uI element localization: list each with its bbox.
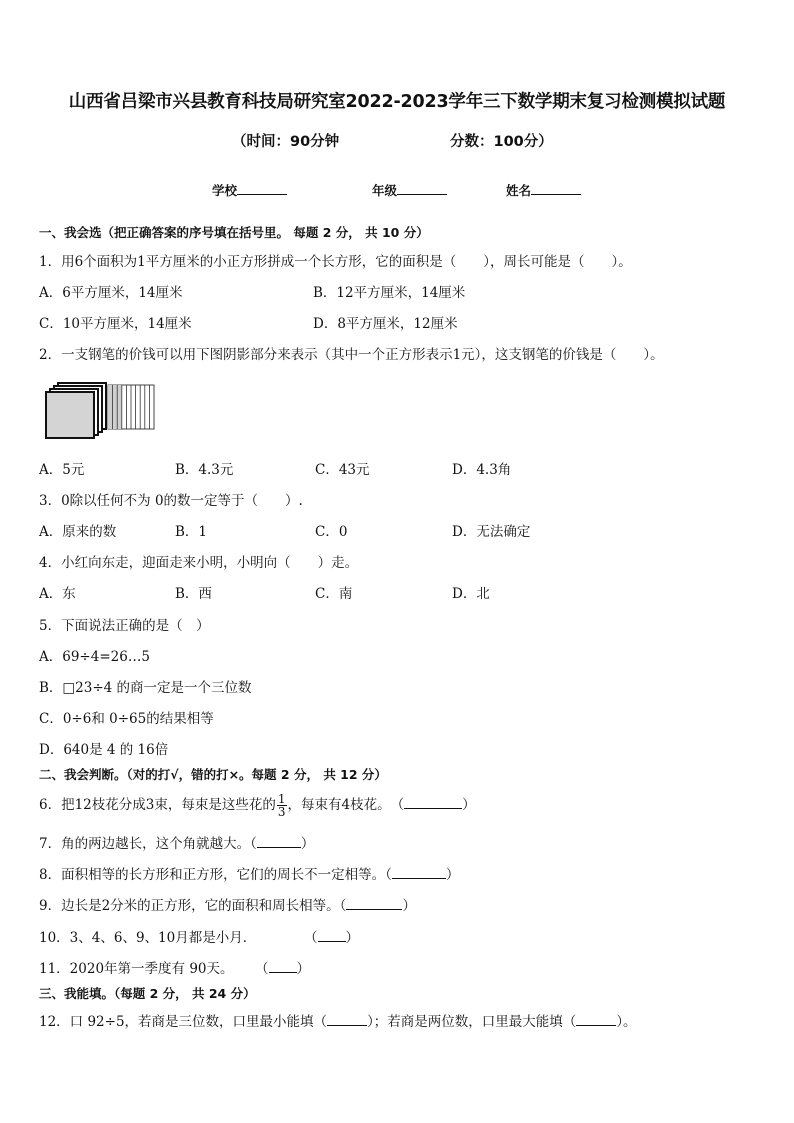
q4-option-a: A．东 xyxy=(39,586,76,602)
question-9 xyxy=(39,894,416,914)
q11-close: ） xyxy=(296,961,310,977)
q5-option-a: A．69÷4=26…5 xyxy=(39,649,150,665)
q12-text-a: 12．口 92÷5，若商是三位数，口里最小能填（ xyxy=(39,1014,328,1030)
q10-close: ） xyxy=(345,930,359,946)
q10-text: 10．3、4、6、9、10月都是小月． xyxy=(39,930,257,946)
q3-option-b: B．1 xyxy=(175,524,208,540)
q4-option-b: B．西 xyxy=(175,586,212,602)
q2-option-a: A．5元 xyxy=(39,462,85,478)
q12-text-b: ）；若商是两位数，口里最大能填（ xyxy=(367,1014,577,1030)
page-title: 山西省吕梁市兴县教育科技局研究室2022-2023学年三下数学期末复习检测模拟试题 xyxy=(68,92,726,112)
tenths-strip xyxy=(108,385,154,429)
question-5: 5．下面说法正确的是（ ） xyxy=(39,618,210,634)
q2-option-c: C．43元 xyxy=(315,462,370,478)
question-8 xyxy=(39,863,459,883)
q5-option-b: B．□23÷4 的商一定是一个三位数 xyxy=(39,680,252,696)
shaded-square-1 xyxy=(46,392,94,438)
grade-label: 年级 xyxy=(372,183,398,198)
question-2: 2．一支钢笔的价钱可以用下图阴影部分来表示（其中一个正方形表示1元），这支钢笔的价钱是（ ）。 xyxy=(39,347,664,363)
q6-close: ） xyxy=(462,797,476,813)
name-blank[interactable] xyxy=(531,182,581,195)
q1-option-b: B．12平方厘米，14厘米 xyxy=(313,285,466,301)
total-score: 分数：100分） xyxy=(450,134,553,150)
q4-option-d: D．北 xyxy=(452,586,490,602)
question-4: 4．小红向东走，迎面走来小明，小明向（ ）走。 xyxy=(39,555,359,571)
q6-text-start: 6．把12枝花分成3束，每束是这些花的 xyxy=(39,797,276,813)
q1-option-d: D．8平方厘米，12厘米 xyxy=(313,316,458,332)
question-11 xyxy=(39,957,234,977)
q12-text-c: ）。 xyxy=(616,1014,637,1030)
question-3: 3．0除以任何不为 0的数一定等于（ ）. xyxy=(39,493,303,509)
q12-blank-max[interactable] xyxy=(576,1013,616,1026)
q8-text: 8．面积相等的长方形和正方形，它们的周长不一定相等。（ xyxy=(39,867,392,883)
q2-option-d: D．4.3角 xyxy=(452,462,512,478)
q1-option-a: A．6平方厘米，14厘米 xyxy=(39,285,183,301)
q6-answer-blank[interactable] xyxy=(404,796,462,809)
question-12 xyxy=(39,1010,637,1030)
q5-option-d: D．640是 4 的 16倍 xyxy=(39,742,169,758)
shaded-squares-figure xyxy=(44,382,158,440)
question-6 xyxy=(39,793,476,818)
q6-text-end: ，每束有4枝花。 （ xyxy=(287,797,405,813)
q11-answer xyxy=(255,957,310,977)
q3-option-a: A．原来的数 xyxy=(39,524,117,540)
q7-close: ） xyxy=(300,836,315,852)
question-1: 1．用6个面积为1平方厘米的小正方形拼成一个长方形，它的面积是（ ），周长可能是（ ）。 xyxy=(39,254,632,270)
q8-answer-blank[interactable] xyxy=(392,866,446,879)
q11-text: 11．2020年第一季度有 90天。 xyxy=(39,961,234,977)
school-blank[interactable] xyxy=(237,182,287,195)
q4-option-c: C．南 xyxy=(315,586,353,602)
section-heading-2: 二、我会判断。（对的打√，错的打×。每题 2 分， 共 12 分） xyxy=(39,767,387,782)
section-heading-3: 三、我能填。（每题 2 分， 共 24 分） xyxy=(39,986,256,1001)
fraction-numerator: 1 xyxy=(277,792,286,806)
q9-answer-blank[interactable] xyxy=(346,897,402,910)
q7-text: 7．角的两边越长，这个角就越大。（ xyxy=(39,836,257,852)
q9-text: 9．边长是2分米的正方形，它的面积和周长相等。（ xyxy=(39,898,347,914)
grade-field xyxy=(372,181,447,199)
q12-blank-min[interactable] xyxy=(327,1013,367,1026)
q5-option-c: C．0÷6和 0÷65的结果相等 xyxy=(39,711,214,727)
section-heading-1: 一、我会选（把正确答案的序号填在括号里。 每题 2 分， 共 10 分） xyxy=(39,225,429,240)
fraction-one-third xyxy=(277,793,287,818)
question-10 xyxy=(39,926,256,946)
q8-close: ） xyxy=(445,867,460,883)
q7-answer-blank[interactable] xyxy=(257,835,301,848)
school-label: 学校 xyxy=(212,183,238,198)
school-field xyxy=(212,181,287,199)
time-limit: （时间：90分钟 xyxy=(232,134,340,150)
name-label: 姓名 xyxy=(506,183,532,198)
q2-option-b: B．4.3元 xyxy=(175,462,234,478)
q3-option-d: D．无法确定 xyxy=(452,524,531,540)
q10-answer xyxy=(304,926,359,946)
q10-open: （ xyxy=(304,930,318,946)
grade-blank[interactable] xyxy=(397,182,447,195)
q10-answer-blank[interactable] xyxy=(318,929,346,942)
question-7 xyxy=(39,832,314,852)
q3-option-c: C．0 xyxy=(315,524,348,540)
q11-open: （ xyxy=(255,961,269,977)
q11-answer-blank[interactable] xyxy=(269,960,297,973)
q1-option-c: C．10平方厘米，14厘米 xyxy=(39,316,192,332)
name-field xyxy=(506,181,581,199)
fraction-denominator: 3 xyxy=(277,805,286,819)
q9-close: ） xyxy=(402,898,416,914)
